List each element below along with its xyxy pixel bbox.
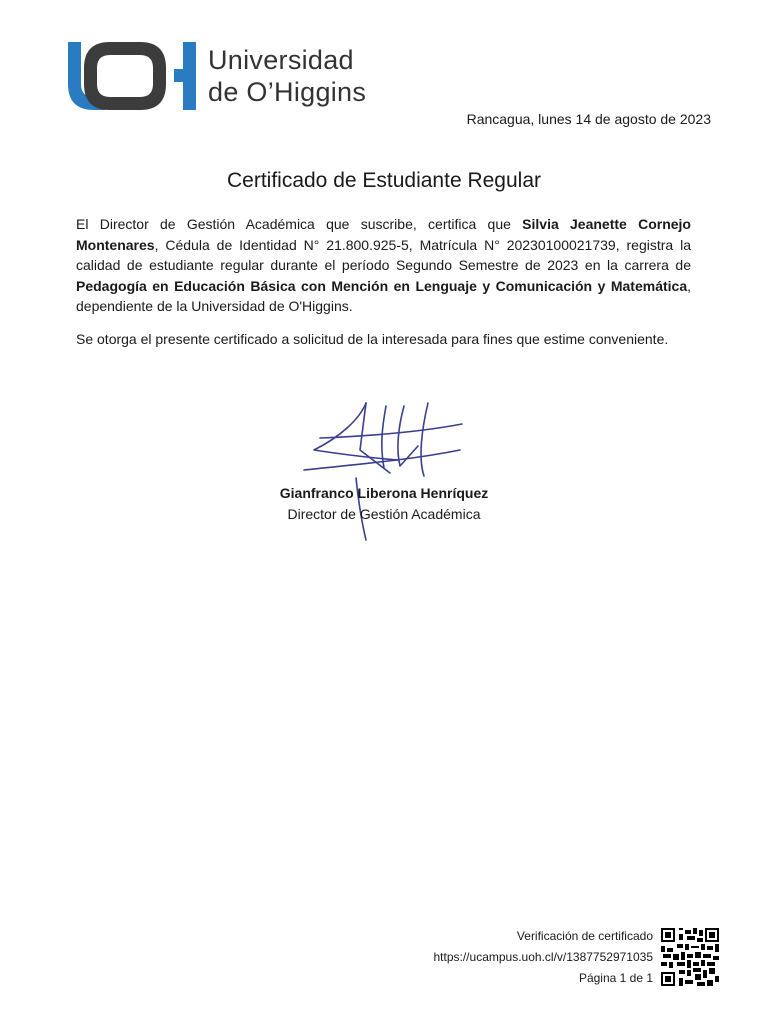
- signer-name: Gianfranco Liberona Henríquez: [279, 485, 489, 501]
- logo-line-1: Universidad: [208, 45, 354, 75]
- text-segment: , dependiente de la Universidad de O'Higgins.: [76, 277, 691, 314]
- signer-position: Director de Gestión Académica: [287, 506, 481, 522]
- verification-url[interactable]: https://ucampus.uoh.cl/v/1387752971035: [433, 950, 653, 964]
- certification-paragraph: [76, 214, 691, 317]
- issue-date: Rancagua, lunes 14 de agosto de 2023: [466, 111, 711, 127]
- certificate-title: Certificado de Estudiante Regular: [226, 169, 541, 192]
- university-logo: [68, 42, 388, 114]
- qr-code-icon[interactable]: [661, 927, 719, 987]
- verification-label: Verificación de certificado: [516, 929, 653, 943]
- student-name: Silvia Jeanette Cornejo Montenares: [76, 216, 691, 253]
- handwritten-signature: [300, 398, 470, 548]
- logo-line-2: de O’Higgins: [208, 77, 367, 107]
- verification-footer: [434, 926, 654, 989]
- text-segment: , Cédula de Identidad N° 21.800.925-5, Matrícula N° 20230100021739, registra la calidad de estudiante regular durante el período Segundo Semestre de 2023 en la carrera de: [76, 236, 691, 273]
- program-name: Pedagogía en Educación Básica con Mención en Lenguaje y Comunicación y Matemática: [76, 277, 688, 294]
- certificate-body: [76, 214, 691, 361]
- text-segment: El Director de Gestión Académica que suscribe, certifica que: [76, 216, 523, 232]
- university-name: [208, 44, 366, 108]
- uoh-logo-icon: [68, 42, 196, 110]
- signer-block: [0, 483, 768, 525]
- page-number: Página 1 de 1: [578, 971, 653, 985]
- purpose-paragraph: Se otorga el presente certificado a solicitud de la interesada para fines que estime conveniente.: [76, 330, 669, 347]
